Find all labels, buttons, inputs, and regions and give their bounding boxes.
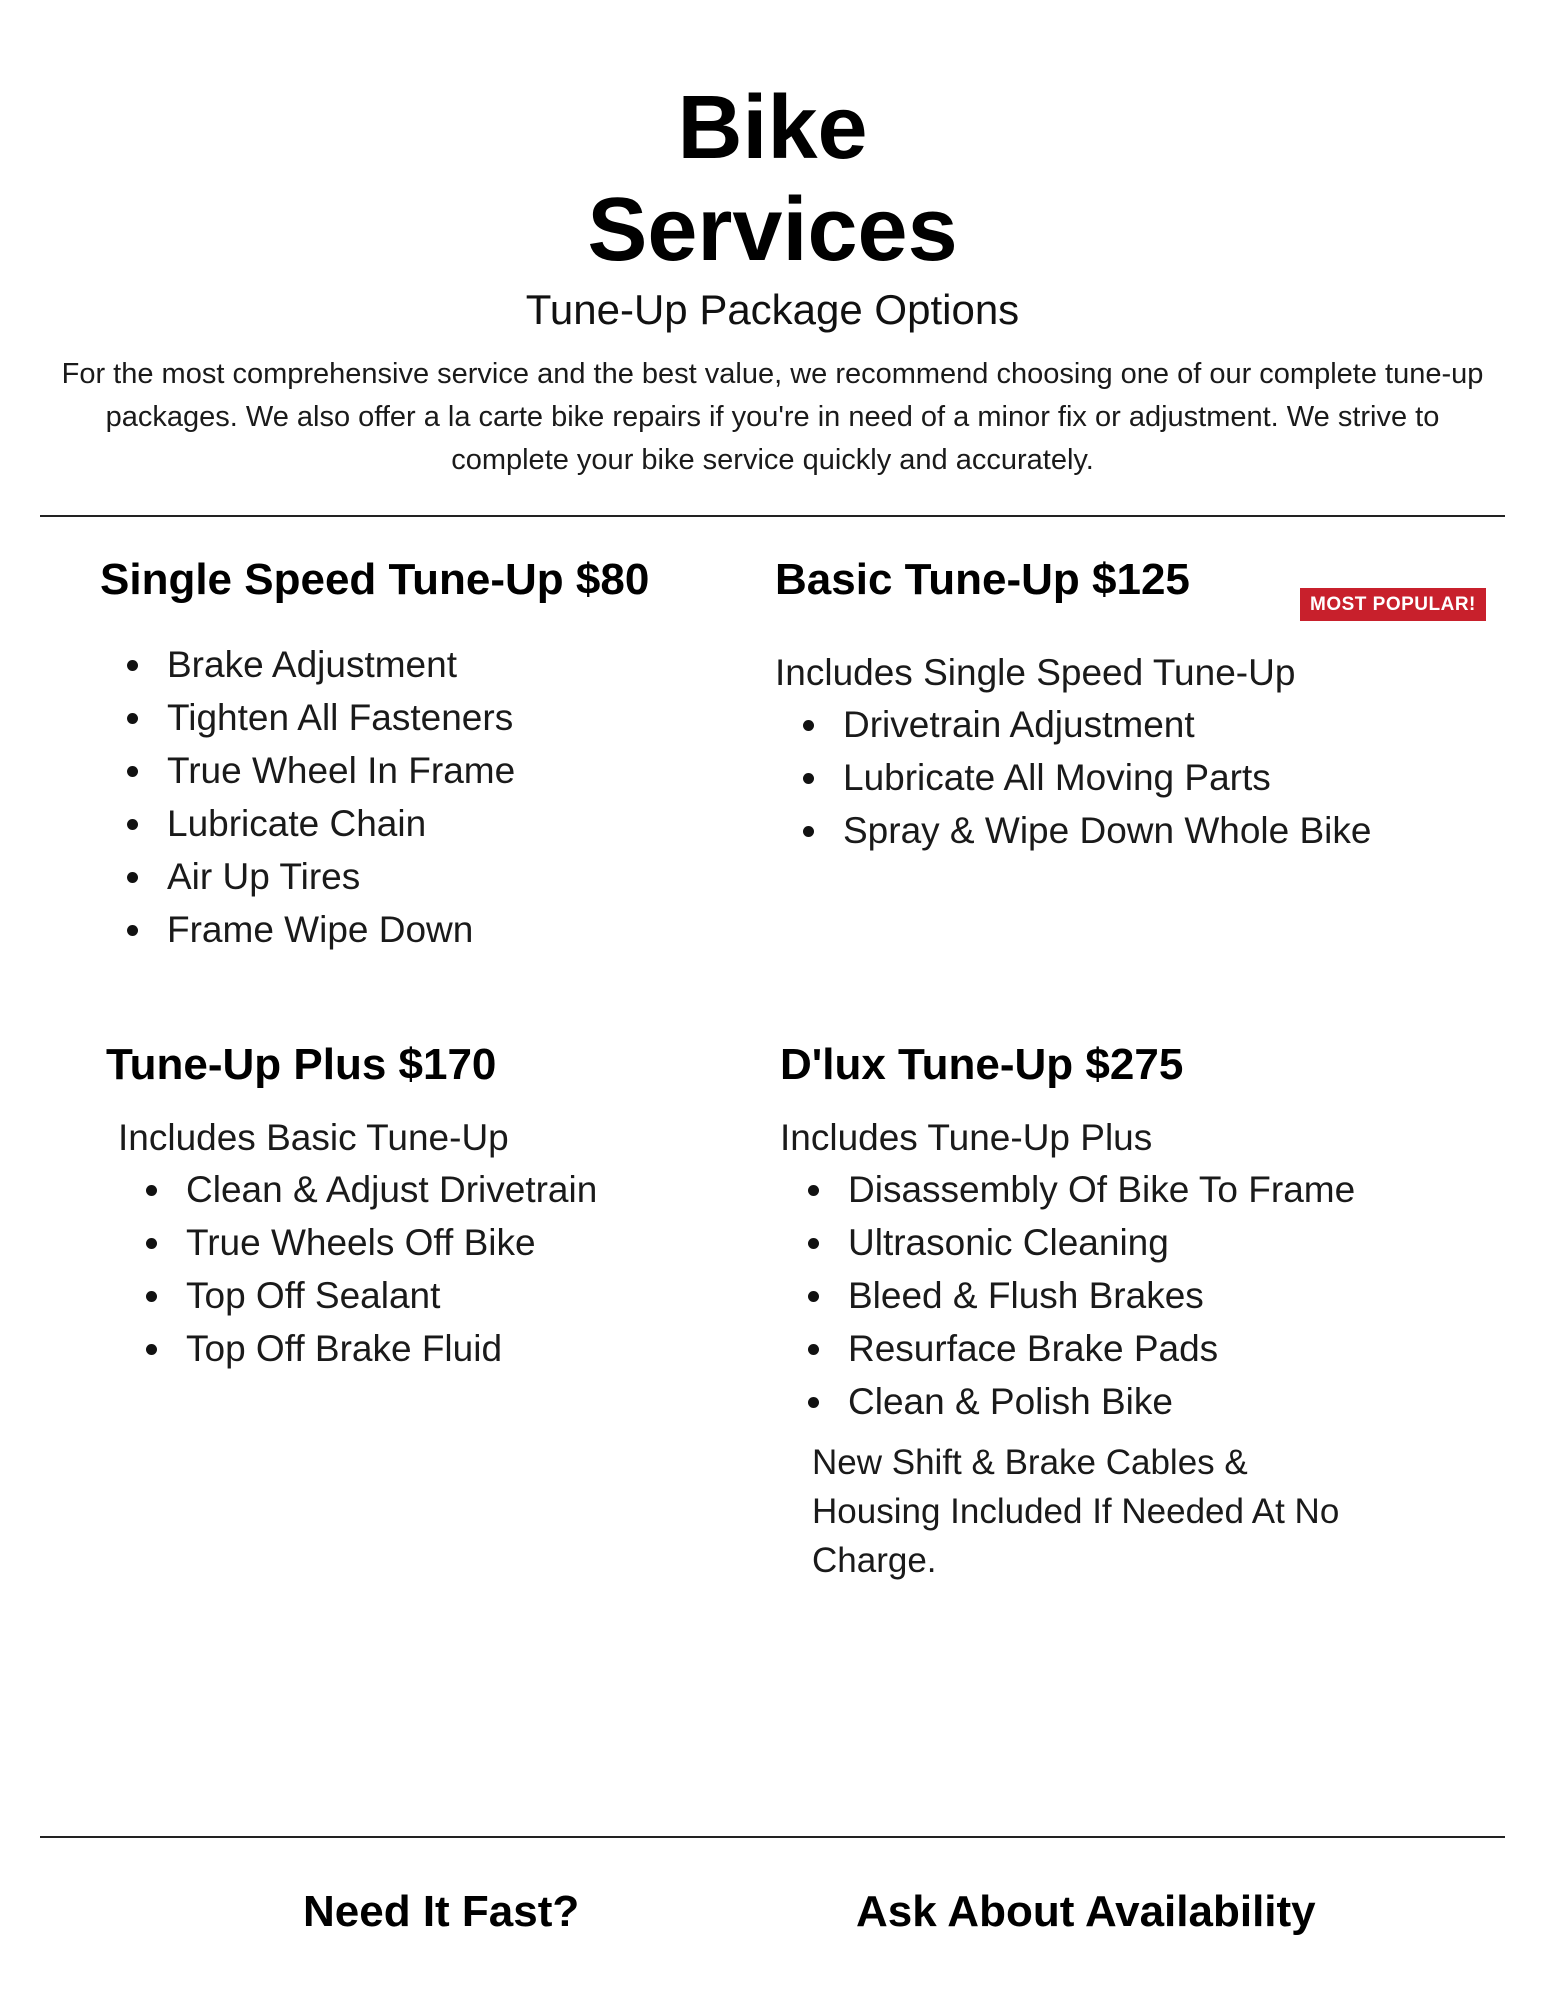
list-item: Tighten All Fasteners [127,691,649,744]
page-title-line-2: Services [587,180,958,280]
page-subtitle: Tune-Up Package Options [525,286,1020,333]
list-item: Top Off Sealant [146,1269,597,1322]
list-item: Lubricate All Moving Parts [803,751,1371,804]
package-single-speed [100,554,649,956]
package-title: Single Speed Tune-Up $80 [100,555,650,604]
bottom-divider [40,1836,1505,1838]
footer-ask-availability: Ask About Availability [856,1887,1316,1936]
list-item: Clean & Polish Bike [808,1375,1372,1428]
package-item-list [808,1163,1372,1428]
list-item: Top Off Brake Fluid [146,1322,597,1375]
package-note: New Shift & Brake Cables & Housing Included If Needed At No Charge. [812,1443,1340,1580]
list-item: Spray & Wipe Down Whole Bike [803,804,1371,857]
intro-paragraph: For the most comprehensive service and the best value, we recommend choosing one of our complete tune-up packages. We also offer a la carte bike repairs if you're in need of a minor fix or adjustment. We strive to complete your bike service quickly and accurately. [61,358,1484,476]
list-item: True Wheels Off Bike [146,1216,597,1269]
package-title: Tune-Up Plus $170 [106,1040,497,1089]
package-includes-text: Includes Single Speed Tune-Up [775,652,1296,693]
list-item: Air Up Tires [127,850,649,903]
list-item: Bleed & Flush Brakes [808,1269,1372,1322]
package-dlux [780,1039,1372,1585]
package-includes-text: Includes Tune-Up Plus [780,1117,1153,1158]
package-item-list [803,698,1371,857]
list-item: Disassembly Of Bike To Frame [808,1163,1372,1216]
list-item: Lubricate Chain [127,797,649,850]
package-tune-up-plus [106,1039,597,1375]
top-divider [40,515,1505,517]
most-popular-badge: MOST POPULAR! [1300,588,1486,621]
package-item-list [146,1163,597,1375]
list-item: Frame Wipe Down [127,903,649,956]
list-item: Resurface Brake Pads [808,1322,1372,1375]
package-basic [775,554,1371,857]
list-item: Ultrasonic Cleaning [808,1216,1372,1269]
list-item: Drivetrain Adjustment [803,698,1371,751]
list-item: True Wheel In Frame [127,744,649,797]
package-item-list [127,638,649,956]
page-title-line-1: Bike [677,78,868,178]
package-title: Basic Tune-Up $125 [775,555,1190,604]
package-includes-text: Includes Basic Tune-Up [118,1117,509,1158]
list-item: Clean & Adjust Drivetrain [146,1163,597,1216]
package-title: D'lux Tune-Up $275 [780,1040,1184,1089]
footer-need-it-fast: Need It Fast? [303,1887,580,1936]
list-item: Brake Adjustment [127,638,649,691]
